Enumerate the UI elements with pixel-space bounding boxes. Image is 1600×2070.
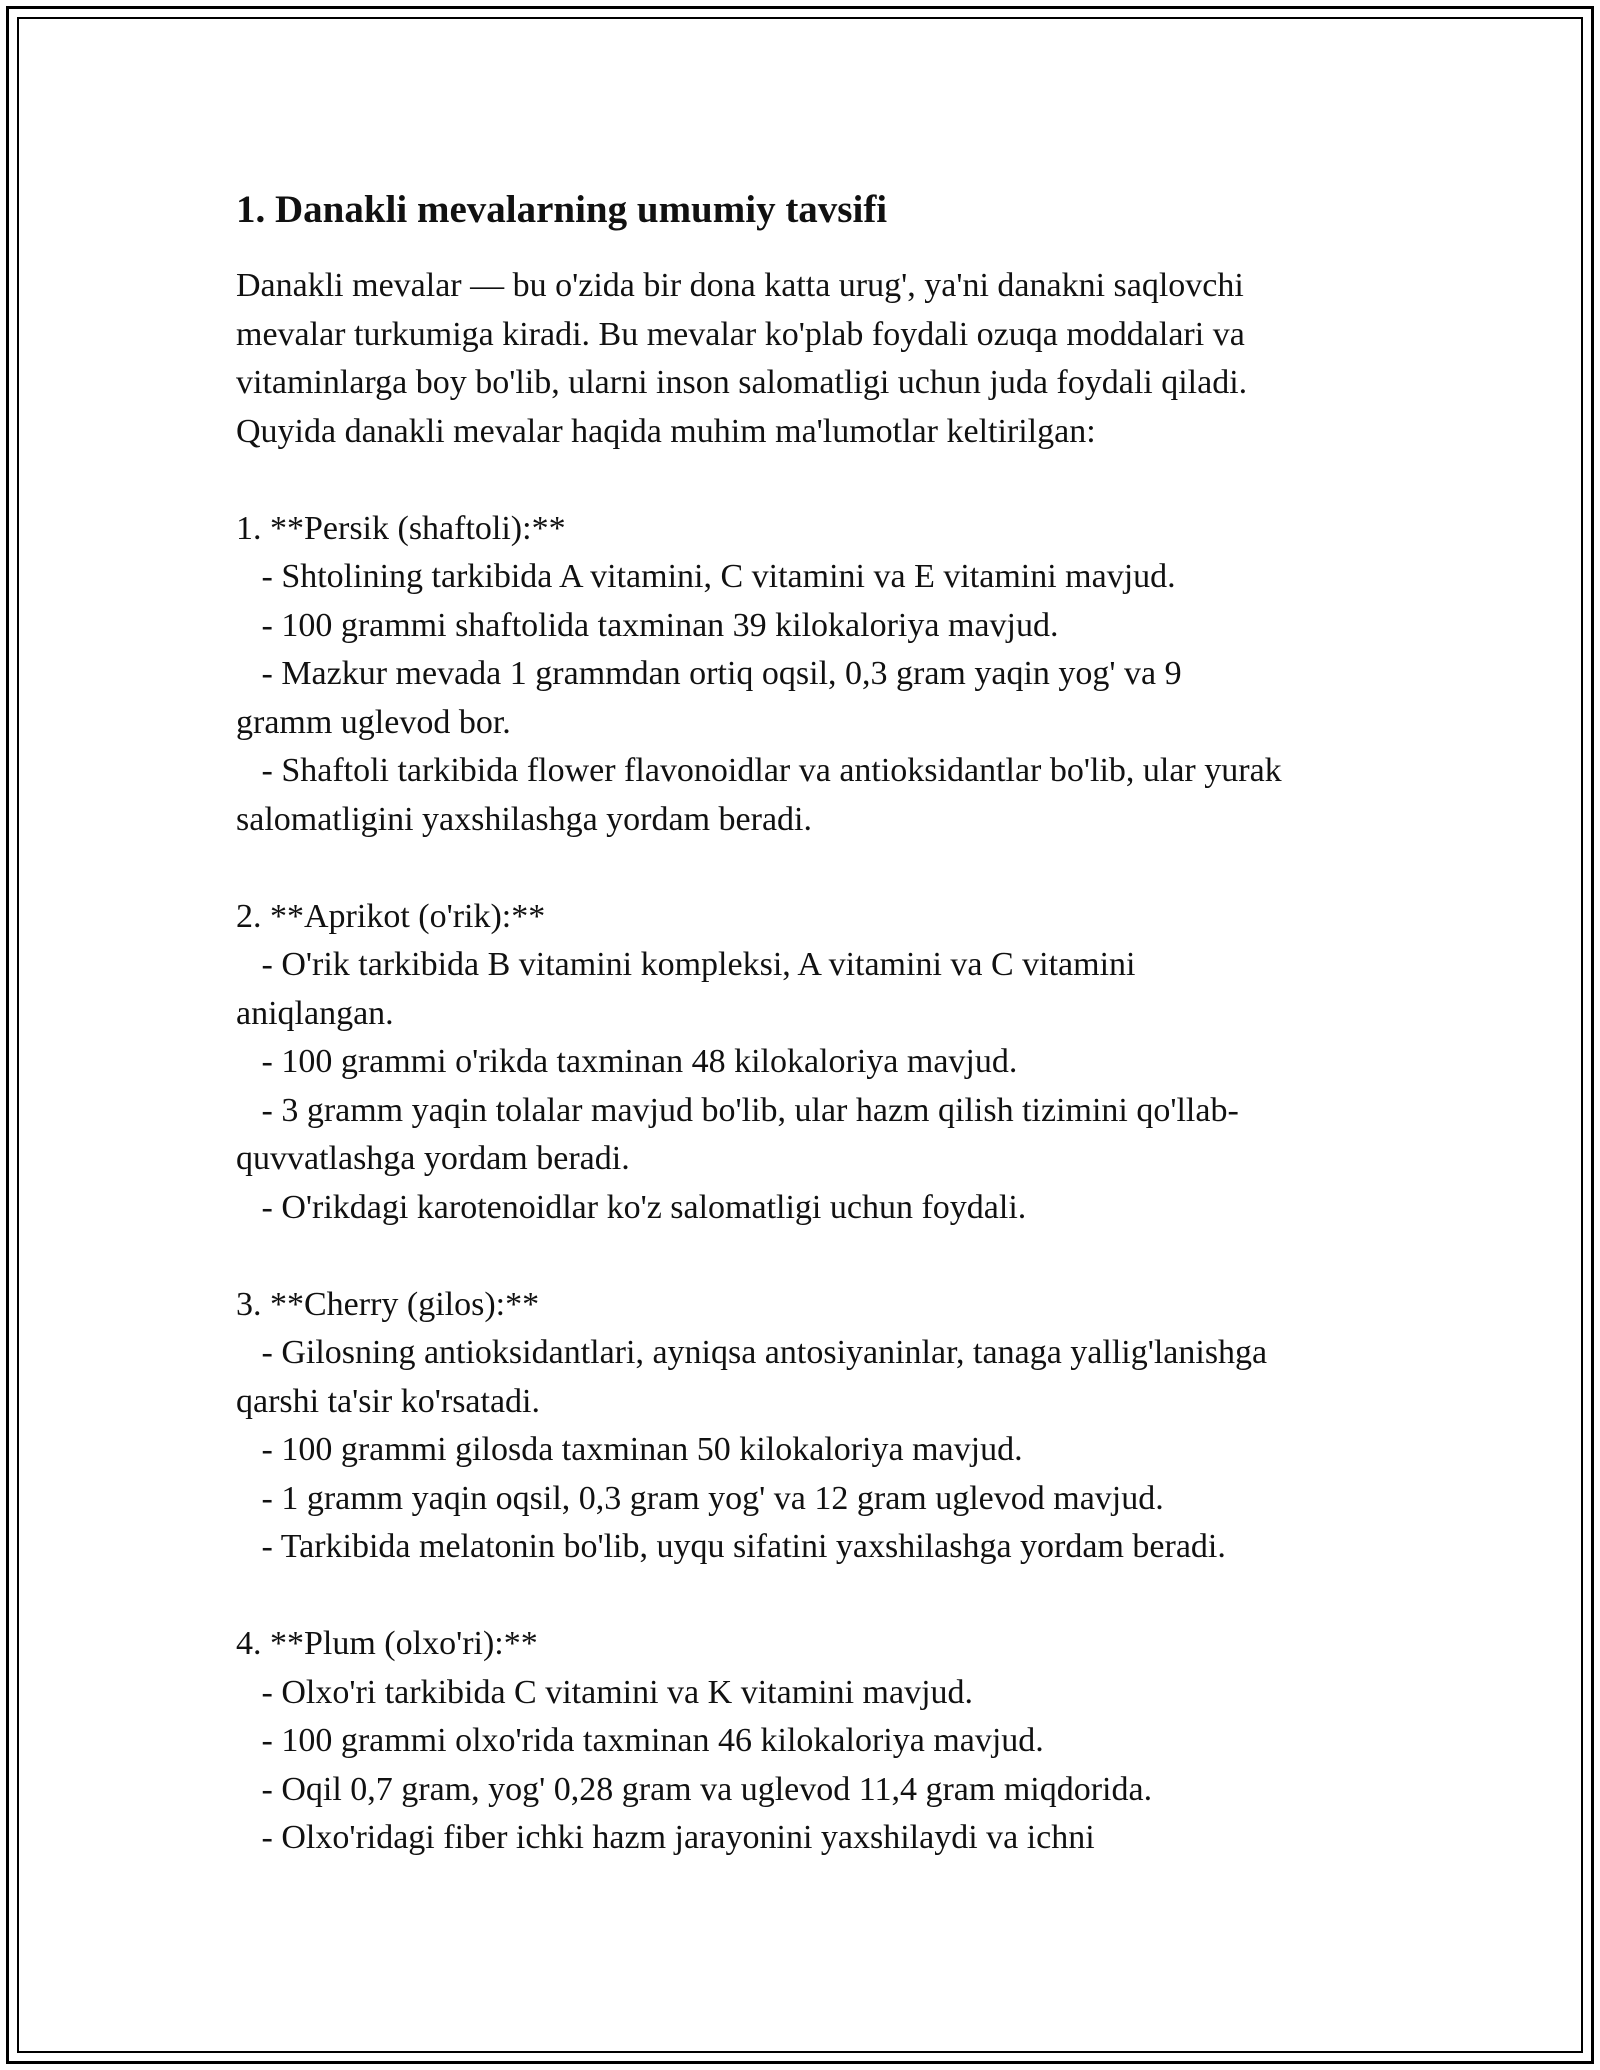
intro-line: mevalar turkumiga kiradi. Bu mevalar ko'plab foydali ozuqa moddalari va xyxy=(236,315,1245,353)
fruit-line: qarshi ta'sir ko'rsatadi. xyxy=(236,1382,541,1420)
fruit-line: - 1 gramm yaqin oqsil, 0,3 gram yog' va 12 gram uglevod mavjud. xyxy=(236,1479,1164,1517)
fruit-line: - Olxo'ri tarkibida C vitamini va K vitamini mavjud. xyxy=(236,1673,974,1711)
intro-line: vitaminlarga boy bo'lib, ularni inson salomatligi uchun juda foydali qiladi. xyxy=(236,364,1248,401)
fruit-line: salomatligini yaxshilashga yordam beradi. xyxy=(236,800,812,838)
fruit-line: - Shtolining tarkibida A vitamini, C vitamini va E vitamini mavjud. xyxy=(236,558,1176,595)
fruit-line: - 100 grammi gilosda taxminan 50 kilokaloriya mavjud. xyxy=(236,1431,1023,1468)
fruit-line: quvvatlashga yordam beradi. xyxy=(236,1140,630,1177)
spacer xyxy=(236,844,1416,893)
fruit-title: 2. **Aprikot (o'rik):** xyxy=(236,897,546,935)
fruit-section-plum xyxy=(236,1620,1416,1863)
fruit-section-cherry xyxy=(236,1281,1416,1572)
fruit-line: - Oqil 0,7 gram, yog' 0,28 gram va uglevod 11,4 gram miqdorida. xyxy=(236,1770,1153,1808)
intro-line: Quyida danakli mevalar haqida muhim ma'lumotlar keltirilgan: xyxy=(236,412,1096,450)
fruit-line: - Mazkur mevada 1 grammdan ortiq oqsil, 0,3 gram yaqin yog' va 9 xyxy=(236,655,1182,692)
spacer xyxy=(236,1232,1416,1281)
document-body xyxy=(236,186,1416,1863)
fruit-line: - Shaftoli tarkibida flower flavonoidlar va antioksidantlar bo'lib, ular yurak xyxy=(236,752,1282,789)
fruit-title: 4. **Plum (olxo'ri):** xyxy=(236,1625,538,1662)
fruit-line: - O'rikdagi karotenoidlar ko'z salomatligi uchun foydali. xyxy=(236,1188,1027,1226)
fruit-line: - O'rik tarkibida B vitamini kompleksi, A vitamini va C vitamini xyxy=(236,946,1136,983)
intro-paragraph xyxy=(236,262,1416,456)
fruit-line: gramm uglevod bor. xyxy=(236,703,511,741)
fruit-line: - Olxo'ridagi fiber ichki hazm jarayonini yaxshilaydi va ichni xyxy=(236,1819,1095,1856)
fruit-line: aniqlangan. xyxy=(236,994,394,1032)
fruit-section-persik xyxy=(236,505,1416,845)
fruit-title: 1. **Persik (shaftoli):** xyxy=(236,509,566,547)
fruit-line: - 100 grammi olxo'rida taxminan 46 kilokaloriya mavjud. xyxy=(236,1722,1044,1759)
fruit-title: 3. **Cherry (gilos):** xyxy=(236,1285,540,1323)
fruit-line: - Tarkibida melatonin bo'lib, uyqu sifatini yaxshilashga yordam beradi. xyxy=(236,1528,1226,1565)
fruit-line: - 100 grammi shaftolida taxminan 39 kilokaloriya mavjud. xyxy=(236,606,1059,644)
fruit-section-aprikot xyxy=(236,893,1416,1233)
fruit-line: - 100 grammi o'rikda taxminan 48 kilokaloriya mavjud. xyxy=(236,1043,1018,1080)
intro-line: Danakli mevalar — bu o'zida bir dona katta urug', ya'ni danakni saqlovchi xyxy=(236,267,1244,304)
fruit-line: - 3 gramm yaqin tolalar mavjud bo'lib, ular hazm qilish tizimini qo'llab- xyxy=(236,1091,1239,1129)
spacer xyxy=(236,1572,1416,1621)
spacer xyxy=(236,456,1416,505)
section-heading: 1. Danakli mevalarning umumiy tavsifi xyxy=(236,188,888,231)
fruit-line: - Gilosning antioksidantlari, ayniqsa antosiyaninlar, tanaga yallig'lanishga xyxy=(236,1334,1268,1371)
